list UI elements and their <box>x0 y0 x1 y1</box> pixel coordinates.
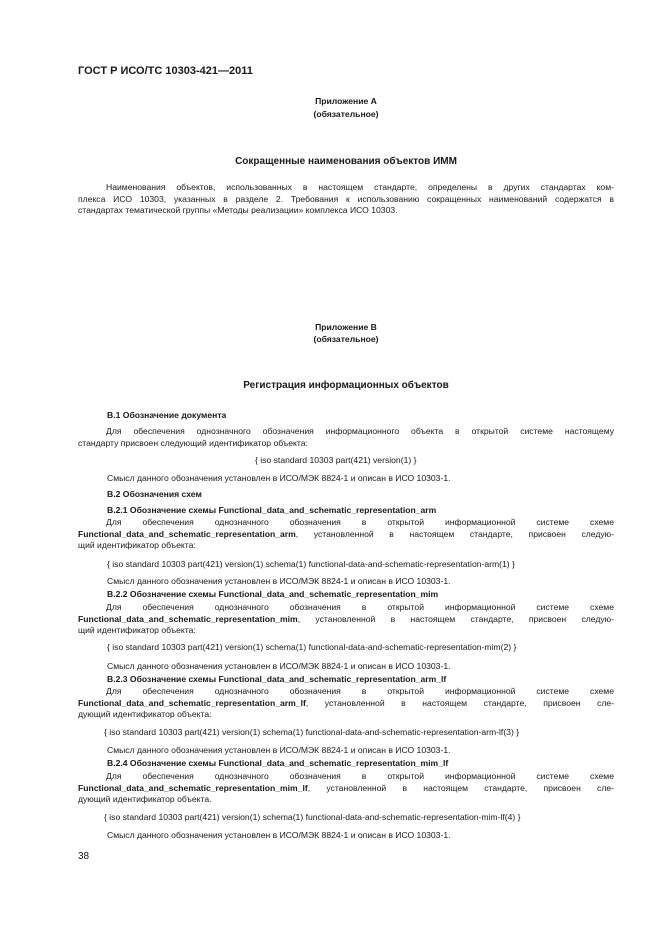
object-identifier: { iso standard 10303 part(421) version(1) } <box>255 455 417 465</box>
text-line: стандартах тематической группы «Методы реализации» комплекса ИСО 10303. <box>78 205 398 216</box>
text-fragment: , установленной в настоящем стандарте, присвоен сле- <box>305 697 614 708</box>
section-b23-text <box>78 686 614 721</box>
text-line: стандарту присвоен следующий идентификатор объекта: <box>78 437 308 448</box>
schema-name: Functional_data_and_schematic_representation_arm <box>78 528 296 539</box>
page-number: 38 <box>78 851 90 862</box>
text-line <box>78 614 614 626</box>
section-b1-text <box>78 426 614 449</box>
text-line: Наименования объектов, использованных в настоящем стандарте, определены в других стандартах ком- <box>106 182 614 192</box>
text-line <box>78 698 614 710</box>
text-line: Для обеспечения однозначного обозначения в открытой информационной системе схеме <box>106 602 614 612</box>
section-b22-text <box>78 602 614 637</box>
section-b21-heading: В.2.1 Обозначение схемы Functional_data_and_schematic_representation_arm <box>107 505 437 515</box>
section-b24-text <box>78 771 614 806</box>
object-identifier: { iso standard 10303 part(421) version(1) schema(1) functional-data-and-schematic-representation-mim(2) } <box>107 642 517 652</box>
annex-a-label: Приложение А <box>315 96 377 106</box>
annex-b-label: Приложение В <box>315 322 377 332</box>
annex-b-title: Регистрация информационных объектов <box>243 380 449 391</box>
text-line: Для обеспечения однозначного обозначения в открытой информационной системе схеме <box>106 686 614 696</box>
text-line: Для обеспечения однозначного обозначения в открытой информационной системе схеме <box>106 771 614 781</box>
text-line: дующий идентификатор объекта. <box>78 794 212 805</box>
annex-a-title: Сокращенные наименования объектов ИММ <box>235 156 457 167</box>
schema-name: Functional_data_and_schematic_representation_arm_lf <box>78 697 306 708</box>
meaning-note: Смысл данного обозначения установлен в ИСО/МЭК 8824-1 и описан в ИСО 10303-1. <box>107 830 451 840</box>
section-b22-heading: В.2.2 Обозначение схемы Functional_data_and_schematic_representation_mim <box>107 589 439 599</box>
text-line: Для обеспечения однозначного обозначения информационного объекта в открытой системе настоящему <box>106 426 614 436</box>
meaning-note: Смысл данного обозначения установлен в ИСО/МЭК 8824-1 и описан в ИСО 10303-1. <box>107 576 451 586</box>
object-identifier: { iso standard 10303 part(421) version(1) schema(1) functional-data-and-schematic-representation-arm-lf(3) } <box>104 727 520 737</box>
schema-name: Functional_data_and_schematic_representation_mim_lf <box>78 782 308 793</box>
text-line: щий идентификатор объекта: <box>78 540 196 551</box>
text-line <box>78 783 614 795</box>
text-fragment: , установленной в настоящем стандарте, присвоен следую- <box>297 613 614 624</box>
text-fragment: , установленной в настоящем стандарте, присвоен сле- <box>307 782 614 793</box>
annex-b-status: (обязательное) <box>313 334 379 344</box>
text-line: плекса ИСО 10303, указанных в разделе 2. Требования к использованию сокращенных наименований содержатся в <box>78 193 614 204</box>
meaning-note: Смысл данного обозначения установлен в ИСО/МЭК 8824-1 и описан в ИСО 10303-1. <box>107 473 451 483</box>
meaning-note: Смысл данного обозначения установлен в ИСО/МЭК 8824-1 и описан в ИСО 10303-1. <box>107 661 451 671</box>
annex-a-status: (обязательное) <box>313 109 379 119</box>
text-fragment: , установленной в настоящем стандарте, присвоен следую- <box>295 528 614 539</box>
section-b21-text <box>78 517 614 552</box>
schema-name: Functional_data_and_schematic_representation_mim <box>78 613 298 624</box>
section-b1-heading: В.1 Обозначение документа <box>107 410 227 420</box>
document-code: ГОСТ Р ИСО/ТС 10303-421—2011 <box>78 65 253 77</box>
section-b23-heading: В.2.3 Обозначение схемы Functional_data_and_schematic_representation_arm_lf <box>107 674 447 684</box>
annex-a-paragraph <box>78 182 614 217</box>
text-line: Для обеспечения однозначного обозначения в открытой информационной системе схеме <box>106 517 614 527</box>
object-identifier: { iso standard 10303 part(421) version(1) schema(1) functional-data-and-schematic-representation-mim-lf(4) } <box>104 812 521 822</box>
section-b24-heading: В.2.4 Обозначение схемы Functional_data_and_schematic_representation_mim_lf <box>107 758 449 768</box>
text-line: щий идентификатор объекта: <box>78 625 196 636</box>
object-identifier: { iso standard 10303 part(421) version(1) schema(1) functional-data-and-schematic-representation-arm(1) } <box>107 559 515 569</box>
section-b2-heading: В.2 Обозначения схем <box>107 489 202 499</box>
text-line <box>78 529 614 541</box>
meaning-note: Смысл данного обозначения установлен в ИСО/МЭК 8824-1 и описан в ИСО 10303-1. <box>107 745 451 755</box>
text-line: дующий идентификатор объекта: <box>78 709 212 720</box>
